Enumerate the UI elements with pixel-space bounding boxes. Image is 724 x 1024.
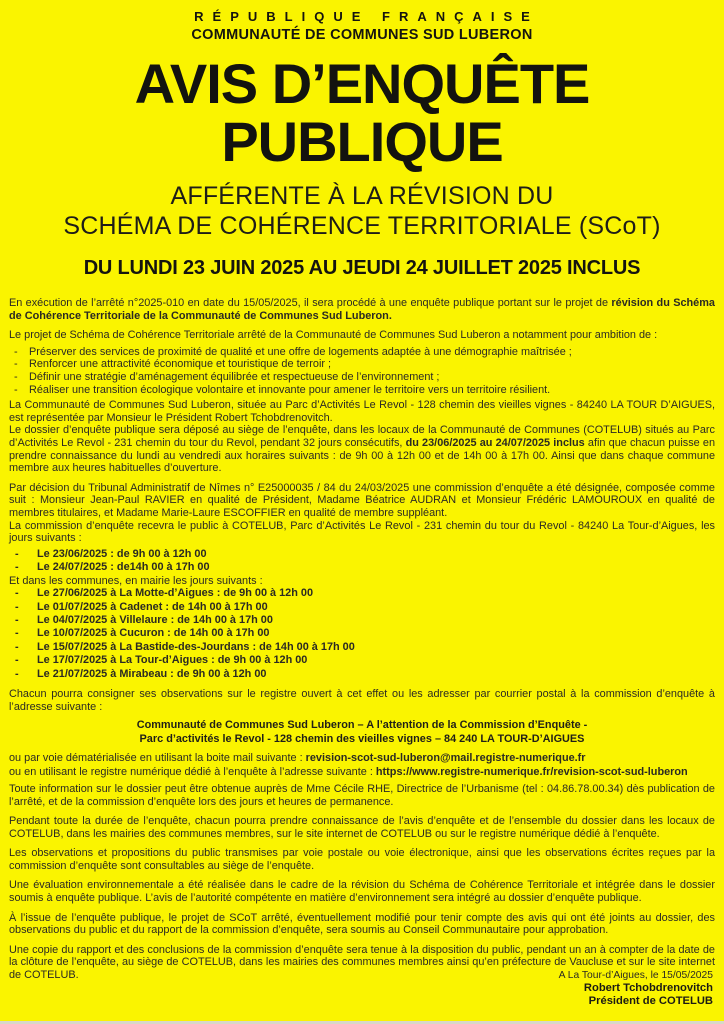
intro-text: En exécution de l’arrêté n°2025-010 en date du 15/05/2025, il sera procédé à une enquête publique portant sur le projet de	[9, 297, 612, 309]
address-line2: Parc d’activités le Revol - 128 chemin des vieilles vignes – 84 240 LA TOUR-D’AIGUES	[139, 732, 585, 745]
commune-session-list	[9, 587, 715, 681]
registre-line	[9, 766, 715, 780]
ambition-item: - Réaliser une transition écologique volontaire et innovante pour amener le territoire vers un territoire résilient.	[9, 384, 715, 397]
signature-role: Président de COTELUB	[588, 995, 713, 1008]
ambition-item: - Définir une stratégie d’aménagement équilibrée et respectueuse de l’environnement ;	[9, 371, 715, 384]
dossier-dates-bold: du 23/06/2025 au 24/07/2025 inclus	[405, 436, 585, 449]
session-item: - Le 10/07/2025 à Cucuron : de 14h 00 à 17h 00	[9, 627, 715, 640]
notice-header	[0, 9, 724, 280]
address-line1: Communauté de Communes Sud Luberon – A l’attention de la Commission d’Enquête -	[136, 719, 588, 732]
dossier-text-post: afin que chacun puisse en prendre connaissance du lundi au vendredi aux horaires suivants : de 9h 00 à 12h 00 et de 14h 00 à 17h 00. Ainsi que dans chaque commune membre aux heures habituelles d’ouverture.	[9, 436, 715, 475]
notice-body	[0, 297, 724, 1008]
session-item: - Le 15/07/2025 à La Bastide-des-Jourdans : de 14h 00 à 17h 00	[9, 641, 715, 654]
notice-title	[0, 52, 724, 173]
ambition-item: - Préserver des services de proximité de qualité et une offre de logements adaptée à une démographie maîtrisée ;	[9, 346, 715, 359]
session-item: - Le 24/07/2025 : de14h 00 à 17h 00	[9, 561, 715, 574]
notice-title-line1: AVIS D’ENQUÊTE	[134, 52, 590, 115]
email-line	[9, 752, 715, 766]
dossier-text-pre: Le dossier d’enquête publique sera déposé au siège de l’enquête, dans les locaux de la Communauté de Communes (COTELUB) situés au Parc d’Activités Le Revol - 231 chemin du tour du Revol, pendant 32 jours consécutifs,	[9, 424, 715, 449]
notice-subtitle-line1: AFFÉRENTE À LA RÉVISION DU	[170, 182, 554, 210]
ambition-list	[9, 346, 715, 396]
email-address: revision-scot-sud-luberon@mail.registre-numerique.fr	[305, 752, 586, 765]
republic-line: RÉPUBLIQUE FRANÇAISE	[194, 9, 539, 24]
info-paragraph: Toute information sur le dossier peut être obtenue auprès de Mme Cécile RHE, Directrice de l’Urbanisme (tel : 04.86.78.00.34) dès publication de l’arrêté, et de la commission d’enquête lors des jours et heures de permanence.	[9, 782, 715, 808]
session-item: - Le 17/07/2025 à La Tour-d’Aigues : de 9h 00 à 12h 00	[9, 654, 715, 667]
email-label: ou par voie dématérialisée en utilisant la boite mail suivante :	[9, 752, 306, 765]
dossier-paragraph	[9, 424, 715, 474]
session-item: - Le 21/07/2025 à Mirabeau : de 9h 00 à 12h 00	[9, 668, 715, 681]
community-line: COMMUNAUTÉ DE COMMUNES SUD LUBERON	[191, 27, 533, 43]
intro-paragraph	[9, 297, 715, 322]
signature-block	[9, 969, 715, 1009]
session-item: - Le 27/06/2025 à La Motte-d’Aigues : de 9h 00 à 12h 00	[9, 587, 715, 600]
tribunal-paragraph: Par décision du Tribunal Administratif de Nîmes n° E25000035 / 84 du 24/03/2025 une commission d’enquête a été désignée, composée comme suit : Monsieur Jean-Paul RAVIER en qualité de Président, Madame Béatrice AUDRAN et Monsieur Frédéric LAMOUROUX en qualité de membres titulaires, et Madame Marie-Laure ESCOFFIER en qualité de membre suppléant.	[9, 481, 715, 519]
cotelub-session-list	[9, 548, 715, 575]
evaluation-paragraph: Une évaluation environnementale a été réalisée dans le cadre de la révision du Schéma de Cohérence Territoriale et intégrée dans le dossier soumis à enquête publique. L’avis de l’autorité compétente en matière d’environnement sera intégré au dossier d’enquête publique.	[9, 879, 715, 905]
propositions-paragraph: Les observations et propositions du public transmises par voie postale ou voie électronique, ainsi que les observations écrites reçues par la commission d’enquête sont consultables au siège de l’enquête.	[9, 847, 715, 872]
observations-paragraph: Chacun pourra consigner ses observations sur le registre ouvert à cet effet ou les adresser par courrier postal à la commission d’enquête à l’adresse suivante :	[9, 687, 715, 713]
notice-title-line2: PUBLIQUE	[221, 110, 503, 173]
registre-label: ou en utilisant le registre numérique dédié à l’enquête à l’adresse suivante :	[9, 766, 376, 779]
communes-intro: Et dans les communes, en mairie les jours suivants :	[9, 574, 263, 587]
ambition-intro: Le projet de Schéma de Cohérence Territoriale arrêté de la Communauté de Communes Sud Luberon a notamment pour ambition de :	[9, 329, 658, 342]
rapport-paragraph: Une copie du rapport et des conclusions de la commission d’enquête sera tenue à la disposition du public, pendant un an à compter de la date de la clôture de l’enquête, au siège de COTELUB, dans les mairies des communes membres ainsi qu’en préfecture de Vaucluse et sur le site internet de COTELUB.	[9, 943, 715, 982]
commission-postal-address	[9, 719, 715, 746]
consultation-paragraph: Pendant toute la durée de l’enquête, chacun pourra prendre connaissance de l’avis d’enquête et de l’ensemble du dossier dans les locaux de COTELUB, dans les mairies des communes membres, sur le site internet de COTELUB ou sur le registre numérique dédié à l’enquête.	[9, 815, 715, 840]
ambition-item: - Renforcer une attractivité économique et touristique de terroir ;	[9, 358, 715, 371]
session-item: - Le 23/06/2025 : de 9h 00 à 12h 00	[9, 548, 715, 561]
notice-subtitle-line2: SCHÉMA DE COHÉRENCE TERRITORIALE (SCoT)	[63, 212, 661, 240]
inquiry-period: DU LUNDI 23 JUIN 2025 AU JEUDI 24 JUILLET 2025 INCLUS	[83, 257, 641, 279]
signature-place-date: A La Tour-d’Aigues, le 15/05/2025	[558, 969, 713, 981]
intro-bold-text: révision du Schéma de Cohérence Territoriale de la Communauté de Communes Sud Luberon.	[9, 297, 715, 322]
session-item: - Le 01/07/2025 à Cadenet : de 14h 00 à 17h 00	[9, 601, 715, 614]
community-description-paragraph: La Communauté de Communes Sud Luberon, située au Parc d’Activités Le Revol - 128 chemin des vieilles vignes - 84240 LA TOUR D’AIGUES, est représentée par Monsieur le Président Robert Tchobdrenovitch.	[9, 399, 715, 424]
reception-intro: La commission d’enquête recevra le public à COTELUB, Parc d’Activités Le Revol - 231 chemin du tour du Revol - 84240 La Tour-d’Aigues, les jours suivants :	[9, 519, 715, 545]
signature-name: Robert Tchobdrenovitch	[583, 981, 713, 994]
notice-subtitle	[0, 181, 724, 241]
registre-url: https://www.registre-numerique.fr/revision-scot-sud-luberon	[375, 766, 688, 779]
session-item: - Le 04/07/2025 à Villelaure : de 14h 00 à 17h 00	[9, 614, 715, 627]
approbation-paragraph: À l’issue de l’enquête publique, le projet de SCoT arrêté, éventuellement modifié pour tenir compte des avis qui ont été joints au dossier, des observations du public et du rapport de la commission d’enquête, sera soumis au Conseil Communautaire pour approbation.	[9, 911, 715, 937]
